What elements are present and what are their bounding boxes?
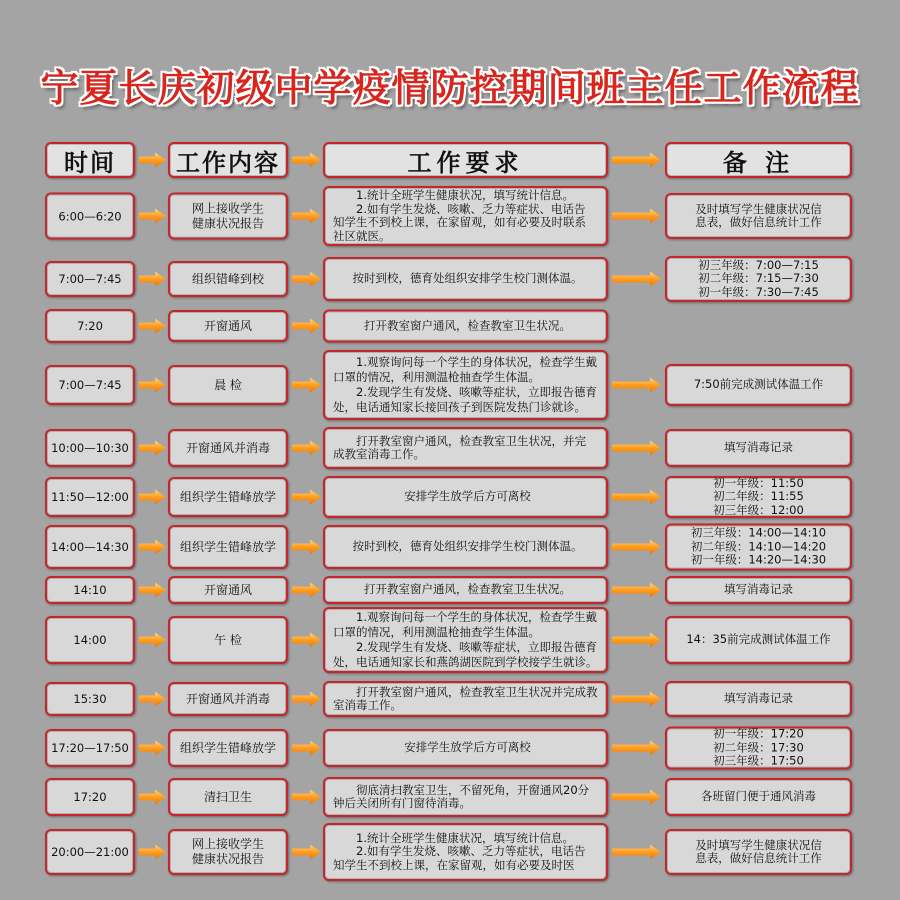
header-content: [168, 142, 288, 178]
time-cell: [45, 309, 135, 343]
time-text: 14:00—14:30: [51, 540, 129, 554]
time-text: 14:10: [73, 583, 107, 597]
arrow-right-icon: [292, 441, 321, 456]
arrow-right-icon: [139, 209, 166, 224]
time-text: 14:00: [73, 633, 107, 647]
task-cell: [168, 193, 288, 240]
requirement-item: 2.如有学生发烧、咳嗽、乏力等症状、电话告 知学生不到校上课，在家留观，如有必要及时联系 社区就医。: [333, 201, 586, 243]
arrow-right-icon: [292, 692, 321, 707]
note-cell: [665, 256, 852, 302]
requirement-cell: [323, 525, 608, 569]
note-cell: [665, 364, 852, 406]
time-text: 17:20: [73, 790, 107, 804]
arrow-right-icon: [139, 272, 166, 287]
arrow-right-icon: [292, 540, 321, 555]
time-text: 20:00—21:00: [51, 845, 129, 859]
note-text: 14：35前完成测试体温工作: [686, 632, 831, 647]
time-cell: [45, 682, 135, 716]
note-cell: [665, 193, 852, 239]
arrow-right-icon: [292, 741, 321, 756]
time-text: 10:00—10:30: [51, 441, 129, 455]
arrow-right-icon: [292, 633, 321, 648]
arrow-right-icon: [292, 845, 321, 860]
requirement-item: 打开教室窗户通风，检查教室卫生状况。: [364, 318, 571, 333]
note-cell: [665, 681, 852, 717]
arrow-right-icon: [612, 272, 661, 287]
header-note: [665, 142, 852, 178]
time-text: 11:50—12:00: [51, 490, 129, 504]
arrow-right-icon: [139, 741, 166, 756]
requirement-cell: [323, 823, 608, 881]
header-content-label: 工作内容: [176, 148, 280, 177]
task-text: 组织学生错峰放学: [179, 539, 276, 554]
task-cell: [168, 778, 288, 816]
arrow-right-icon: [612, 790, 661, 805]
arrow-right-icon: [612, 153, 661, 168]
task-text: 组织学生错峰放学: [179, 489, 276, 504]
arrow-right-icon: [139, 441, 166, 456]
requirement-item: 2.发现学生有发烧、咳嗽等症状，立即报告德育 处，电话通知家长接回孩子到医院发热门诊就诊。: [333, 385, 597, 414]
requirement-item: 2.发现学生有发烧、咳嗽等症状，立即报告德育 处，电话通知家长和燕鸽湖医院到学校接学生就诊。: [333, 640, 598, 669]
task-text: 开窗通风: [203, 582, 252, 597]
note-cell: [665, 727, 852, 770]
requirement-cell: [323, 576, 608, 604]
header-requirement: [323, 142, 608, 178]
requirement-item: 2.如有学生发烧、咳嗽、乏力等症状，电话告 知学生不到校上课，在家留观，如有必要及时医: [333, 844, 586, 872]
note-text: 初三年级：7:00—7:15 初二年级：7:15—7:30 初一年级：7:30—7:45: [698, 257, 819, 299]
arrow-right-icon: [139, 490, 166, 505]
requirement-item: 1.观察询问每一个学生的身体状况，检查学生戴 口罩的情况，利用测温枪抽查学生体温。: [333, 355, 597, 384]
note-cell: [665, 829, 852, 875]
task-cell: [168, 310, 288, 342]
note-text: 及时填写学生健康状况信 息表，做好信息统计工作: [695, 201, 822, 229]
task-text: 网上接收学生 健康状况报告: [191, 837, 264, 866]
requirement-item: 安排学生放学后方可离校: [404, 489, 531, 504]
task-text: 开窗通风: [203, 318, 252, 333]
arrow-right-icon: [612, 490, 661, 505]
arrow-right-icon: [292, 209, 321, 224]
note-text: 初一年级：17:20 初二年级：17:30 初三年级：17:50: [713, 726, 804, 768]
arrow-right-icon: [292, 319, 321, 334]
note-text: 各班留门便于通风消毒: [701, 789, 816, 804]
task-text: 午 检: [214, 632, 242, 647]
task-cell: [168, 682, 288, 716]
arrow-right-icon: [292, 378, 321, 393]
requirement-cell: [323, 476, 608, 518]
requirement-cell: [323, 427, 608, 469]
note-text: 填写消毒记录: [724, 440, 793, 455]
task-cell: [168, 477, 288, 517]
requirement-item: 打开教室窗户通风，检查教室卫生状况并完成教 室消毒工作。: [333, 684, 598, 712]
requirement-item: 1.统计全班学生健康状况，填写统计信息。: [356, 830, 574, 845]
note-cell: [665, 429, 852, 467]
task-text: 组织错峰到校: [191, 271, 264, 286]
arrow-right-icon: [139, 790, 166, 805]
header-requirement-label: 工作要求: [407, 148, 524, 177]
note-text: 填写消毒记录: [724, 691, 793, 706]
note-cell: [665, 524, 852, 571]
task-text: 网上接收学生 健康状况报告: [191, 201, 264, 230]
arrow-right-icon: [612, 441, 661, 456]
arrow-right-icon: [612, 540, 661, 555]
task-cell: [168, 261, 288, 297]
arrow-right-icon: [612, 378, 661, 393]
task-cell: [168, 429, 288, 467]
requirement-item: 彻底清扫教室卫生，不留死角，开窗通风20分 钟后关闭所有门窗待消毒。: [333, 782, 590, 810]
time-text: 17:20—17:50: [51, 741, 129, 755]
requirement-item: 安排学生放学后方可离校: [404, 740, 531, 755]
time-text: 6:00—6:20: [58, 209, 122, 223]
header-time-label: 时间: [64, 148, 116, 177]
time-cell: [45, 525, 135, 569]
note-cell: [665, 576, 852, 604]
arrow-right-icon: [612, 633, 661, 648]
note-text: 填写消毒记录: [724, 582, 793, 597]
time-cell: [45, 261, 135, 297]
task-cell: [168, 729, 288, 767]
arrow-right-icon: [292, 790, 321, 805]
time-cell: [45, 729, 135, 767]
time-text: 15:30: [73, 692, 107, 706]
note-text: 初三年级：14:00—14:10 初二年级：14:10—14:20 初一年级：14:20—14:30: [690, 525, 827, 567]
arrow-right-icon: [292, 583, 321, 598]
note-text: 及时填写学生健康状况信 息表，做好信息统计工作: [695, 837, 822, 865]
time-cell: [45, 365, 135, 405]
time-cell: [45, 193, 135, 240]
task-text: 组织学生错峰放学: [179, 740, 276, 755]
task-text: 开窗通风并消毒: [185, 691, 270, 706]
note-cell: [665, 476, 852, 518]
task-text: 晨 检: [214, 377, 242, 392]
task-cell: [168, 365, 288, 405]
arrow-right-icon: [139, 633, 166, 648]
arrow-right-icon: [139, 319, 166, 334]
requirement-cell: [323, 310, 608, 343]
requirement-item: 1.统计全班学生健康状况，填写统计信息。: [356, 188, 574, 202]
time-cell: [45, 829, 135, 875]
arrow-right-icon: [292, 153, 321, 168]
note-cell: [665, 616, 852, 664]
note-text: 7:50前完成测试体温工作: [693, 377, 824, 392]
task-text: 开窗通风并消毒: [185, 440, 270, 455]
note-text: 初一年级：11:50 初二年级：11:55 初三年级：12:00: [713, 475, 804, 517]
page-title: 宁夏长庆初级中学疫情防控期间班主任工作流程: [40, 66, 860, 110]
task-cell: [168, 525, 288, 569]
requirement-item: 打开教室窗户通风，检查教室卫生状况。: [364, 582, 571, 597]
time-text: 7:20: [77, 319, 103, 333]
arrow-right-icon: [292, 272, 321, 287]
arrow-right-icon: [139, 845, 166, 860]
arrow-right-icon: [139, 540, 166, 555]
requirement-cell: [323, 681, 608, 717]
time-cell: [45, 576, 135, 604]
requirement-cell: [323, 607, 608, 673]
time-text: 7:00—7:45: [58, 272, 122, 286]
requirement-item: 1.观察询问每一个学生的身体状况，检查学生戴 口罩的情况，利用测温枪抽查学生体温。: [333, 610, 597, 639]
header-time: [45, 142, 135, 178]
requirement-item: 按时到校，德育处组织安排学生校门测体温。: [352, 271, 583, 286]
arrow-right-icon: [612, 583, 661, 598]
time-cell: [45, 477, 135, 517]
time-text: 7:00—7:45: [58, 378, 122, 392]
arrow-right-icon: [612, 845, 661, 860]
note-cell: [665, 778, 852, 816]
requirement-cell: [323, 777, 608, 817]
time-cell: [45, 778, 135, 816]
arrow-right-icon: [612, 741, 661, 756]
requirement-cell: [323, 729, 608, 767]
arrow-right-icon: [292, 490, 321, 505]
arrow-right-icon: [139, 378, 166, 393]
requirement-cell: [323, 186, 608, 246]
arrow-right-icon: [139, 692, 166, 707]
arrow-right-icon: [139, 583, 166, 598]
requirement-item: 按时到校，德育处组织安排学生校门测体温。: [352, 539, 583, 554]
task-text: 清扫卫生: [203, 789, 252, 804]
time-cell: [45, 429, 135, 467]
task-cell: [168, 576, 288, 604]
requirement-cell: [323, 350, 608, 420]
arrow-right-icon: [139, 153, 166, 168]
arrow-right-icon: [612, 692, 661, 707]
task-cell: [168, 616, 288, 664]
arrow-right-icon: [612, 209, 661, 224]
time-cell: [45, 616, 135, 664]
requirement-cell: [323, 257, 608, 301]
task-cell: [168, 829, 288, 875]
requirement-item: 打开教室窗户通风，检查教室卫生状况，并完 成教室消毒工作。: [333, 433, 586, 461]
header-note-label: 备 注: [722, 148, 795, 177]
